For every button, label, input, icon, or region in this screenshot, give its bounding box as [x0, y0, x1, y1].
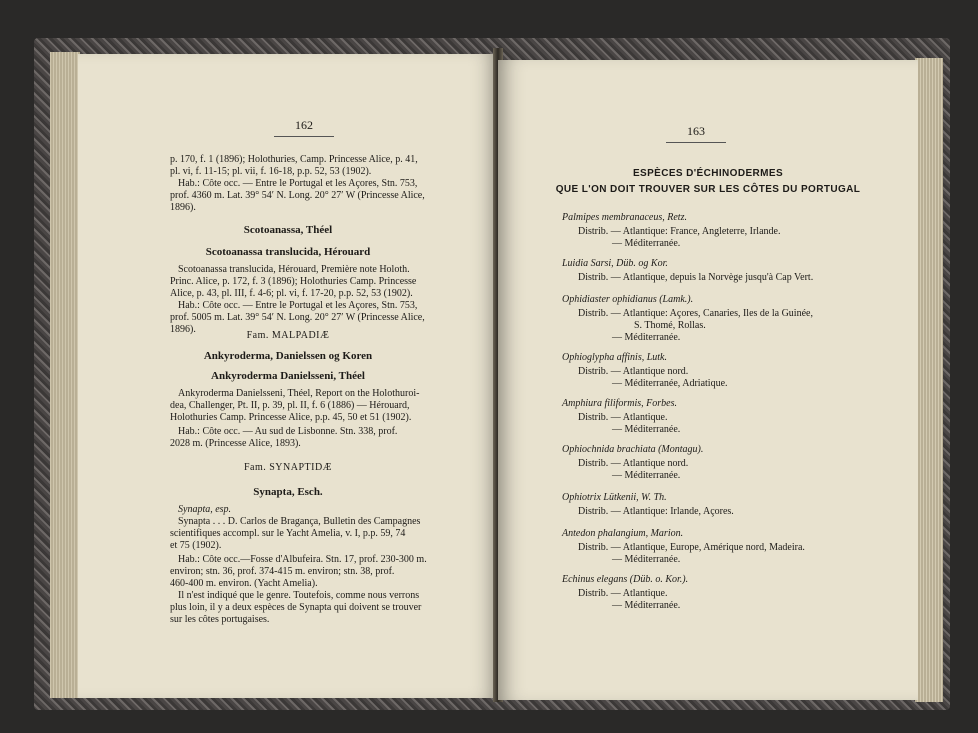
distribution-line: Distrib. — Atlantique: France, Angleterre, Irlande. — [578, 226, 781, 237]
species-heading: Scotoanassa translucida, Hérouard — [205, 246, 371, 258]
text-line: dea, Challenger, Pt. II, p. 39, pl. II, f. 6 (1886) — Hérouard, — [170, 400, 410, 411]
text-line: Holothuries Camp. Princesse Alice, p.p. 45, 50 et 51 (1902). — [170, 412, 412, 423]
text-line: Il n'est indiqué que le genre. Toutefois, comme nous verrons — [178, 590, 420, 601]
distribution-line: Distrib. — Atlantique. — [578, 412, 668, 423]
text-line: 460-400 m. environ. (Yacht Amelia). — [170, 578, 318, 589]
distribution-line: Distrib. — Atlantique: Irlande, Açores. — [578, 506, 734, 517]
text-line: environ; stn. 36, prof. 374-415 m. environ; stn. 38, prof. — [170, 566, 395, 577]
distribution-line: — Méditerranée, Adriatique. — [612, 378, 728, 389]
distribution-line: Distrib. — Atlantique nord. — [578, 458, 689, 469]
page-number: 162 — [274, 118, 334, 137]
page-number: 163 — [666, 124, 726, 143]
text-line: Hab.: Côte occ. — Au sud de Lisbonne. Stn. 338, prof. — [178, 426, 398, 437]
species-name: Amphiura filiformis, Forbes. — [562, 398, 678, 409]
distribution-line: Distrib. — Atlantique, depuis la Norvège jusqu'à Cap Vert. — [578, 272, 814, 283]
distribution-line: — Méditerranée. — [612, 238, 681, 249]
text-line: 1896). — [170, 324, 196, 335]
genus-heading: Synapta, Esch. — [253, 486, 323, 498]
text-line: Synapta . . . D. Carlos de Bragança, Bulletin des Campagnes — [178, 516, 421, 527]
text-line: plus loin, il y a deux espèces de Synapta qui doivent se trouver — [170, 602, 422, 613]
distribution-line: Distrib. — Atlantique: Açores, Canaries, Iles de la Guinée, — [578, 308, 813, 319]
distribution-line: — Méditerranée. — [612, 470, 681, 481]
text-line: prof. 5005 m. Lat. 39° 54′ N. Long. 20° 27′ W (Princesse Alice, — [170, 312, 425, 323]
species-name: Luidia Sarsi, Düb. og Kor. — [562, 258, 668, 269]
text-line: 1896). — [170, 202, 196, 213]
text-line: Hab.: Côte occ. — Entre le Portugal et les Açores, Stn. 753, — [178, 178, 418, 189]
page-edges-left — [50, 52, 80, 698]
distribution-line: Distrib. — Atlantique. — [578, 588, 668, 599]
text-line: scientifiques accompl. sur le Yacht Amelia, v. I, p.p. 59, 74 — [170, 528, 406, 539]
right-page — [498, 60, 918, 700]
text-line: Ankyroderma Danielsseni, Théel, Report on the Holothuroi- — [178, 388, 420, 399]
distribution-line: — Méditerranée. — [612, 424, 681, 435]
species-name: Antedon phalangium, Marion. — [562, 528, 684, 539]
text-line: Princ. Alice, p. 172, f. 3 (1896); Holothuries Camp. Princesse — [170, 276, 417, 287]
text-line: prof. 4360 m. Lat. 39° 54′ N. Long. 20° 27′ W (Princesse Alice, — [170, 190, 425, 201]
genus-heading: Scotoanassa, Théel — [243, 224, 333, 236]
page-edges-right — [915, 58, 943, 702]
text-line: Alice, p. 43, pl. III, f. 4-6; pl. vi, f. 17-20, p.p. 52, 53 (1902). — [170, 288, 413, 299]
family-heading: Fam. SYNAPTIDÆ — [243, 462, 333, 473]
species-name: Ophiotrix Lütkenii, W. Th. — [562, 492, 667, 503]
genus-heading: Ankyroderma, Danielssen og Koren — [203, 350, 373, 362]
text-line: sur les côtes portugaises. — [170, 614, 270, 625]
text-line: et 75 (1902). — [170, 540, 222, 551]
species-name: Ophioglypha affinis, Lutk. — [562, 352, 667, 363]
text-line: Hab.: Côte occ.—Fosse d'Albufeira. Stn. 17, prof. 230-300 m. — [178, 554, 427, 565]
left-page — [78, 54, 498, 698]
distribution-line: — Méditerranée. — [612, 332, 681, 343]
text-line: p. 170, f. 1 (1896); Holothuries, Camp. Princesse Alice, p. 41, — [170, 154, 418, 165]
distribution-line: — Méditerranée. — [612, 554, 681, 565]
species-name: Palmipes membranaceus, Retz. — [562, 212, 687, 223]
text-line: pl. vi, f. 11-15; pl. vii, f. 16-18, p.p. 52, 53 (1902). — [170, 166, 372, 177]
species-name: Echinus elegans (Düb. o. Kor.). — [562, 574, 689, 585]
text-line: Scotoanassa translucida, Hérouard, Première note Holoth. — [178, 264, 410, 275]
distribution-line: — Méditerranée. — [612, 600, 681, 611]
distribution-line: S. Thomé, Rollas. — [634, 320, 706, 331]
distribution-line: Distrib. — Atlantique nord. — [578, 366, 689, 377]
distribution-line: Distrib. — Atlantique, Europe, Amérique nord, Madeira. — [578, 542, 805, 553]
species-name: Ophidiaster ophidianus (Lamk.). — [562, 294, 694, 305]
text-line: Synapta, esp. — [178, 504, 232, 515]
page-title: ESPÈCES D'ÉCHINODERMES — [632, 168, 784, 179]
species-heading: Ankyroderma Danielsseni, Théel — [211, 370, 365, 382]
page-subtitle: QUE L'ON DOIT TROUVER SUR LES CÔTES DU PORTUGAL — [555, 184, 861, 195]
text-line: 2028 m. (Princesse Alice, 1893). — [170, 438, 301, 449]
family-heading: Fam. MALPADIÆ — [246, 330, 330, 341]
species-name: Ophiochnida brachiata (Montagu). — [562, 444, 704, 455]
text-line: Hab.: Côte occ. — Entre le Portugal et les Açores, Stn. 753, — [178, 300, 418, 311]
